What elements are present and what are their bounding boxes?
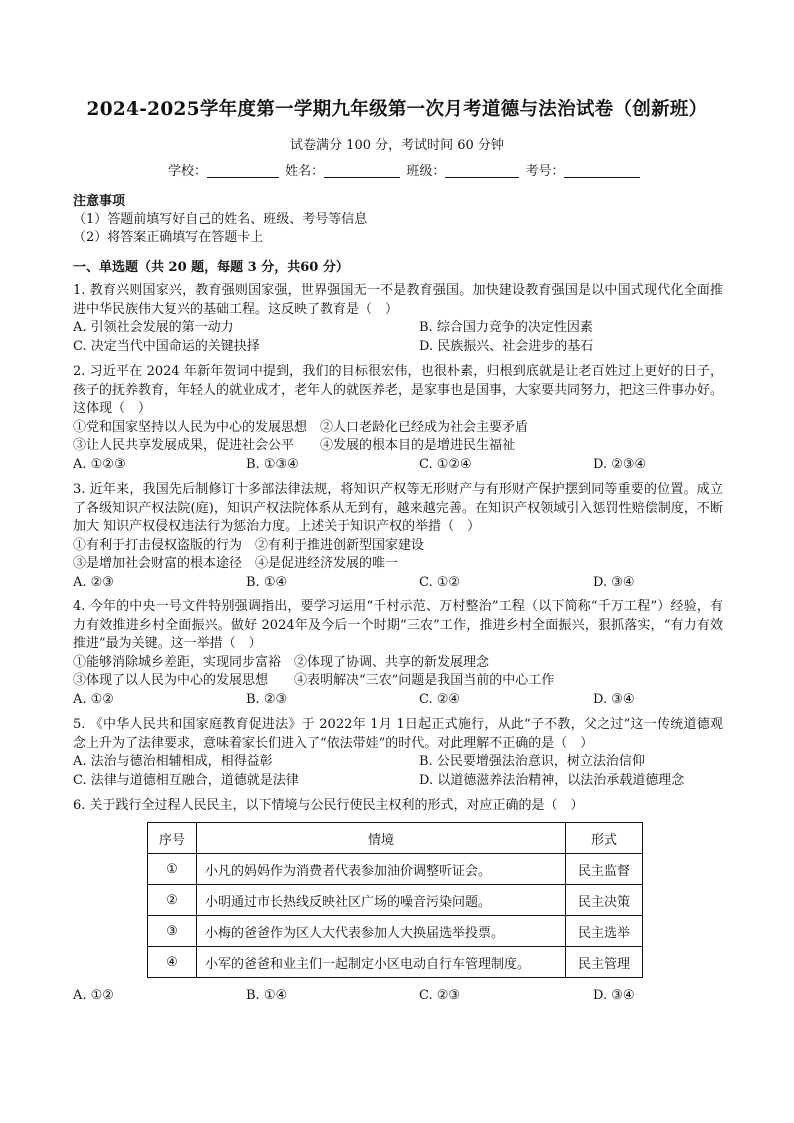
- option-c[interactable]: C. ①②: [419, 574, 461, 590]
- question-4: [73, 598, 723, 709]
- option-a[interactable]: A. 引领社会发展的第一动力: [73, 320, 234, 335]
- option-c[interactable]: C. ①②④: [419, 456, 472, 472]
- question-2: [73, 363, 723, 474]
- statement: ①能够消除城乡差距，实现同步富裕 ②体现了协调、共享的新发展理念: [73, 654, 490, 670]
- exam-number-blank[interactable]: [564, 163, 640, 178]
- table-cell: 小明通过市长热线反映社区广场的噪音污染问题。: [197, 885, 566, 916]
- question-stem: 2. 习近平在 2024 年新年贺词中提到，我们的目标很宏伟，也很朴素，归根到底就是让老百姓过上更好的日子，孩子的抚养教育，年轻人的就业成才，老年人的就医养老，是家事也是国事，大家要共同努力，把这三件事办好。这体现（ ）: [73, 364, 724, 416]
- option-b[interactable]: B. 综合国力竞争的决定性因素: [419, 320, 593, 335]
- question-1: [73, 282, 723, 356]
- question-stem: 3. 近年来，我国先后制修订十多部法律法规，将知识产权等无形财产与有形财产保护摆到同等重要的位置。成立了各级知识产权法院(庭)，知识产权法院体系从无到有，越来越完善。在知识产权领域引入惩罚性赔偿制度，不断加大 知识产权侵权违法行为惩治力度。上述关于知识产权的举措（ ）: [73, 482, 723, 534]
- class-blank[interactable]: [445, 163, 519, 178]
- option-c[interactable]: C. ②④: [419, 691, 461, 707]
- table-cell: 小凡的妈妈作为消费者代表参加油价调整听证会。: [197, 854, 566, 885]
- statement: ③是增加社会财富的根本途径 ④是促进经济发展的唯一: [73, 556, 399, 571]
- name-blank[interactable]: [324, 163, 400, 178]
- option-d[interactable]: D. ③④: [593, 574, 635, 590]
- note-item: （1）答题前填写好自己的姓名、班级、考号等信息: [73, 212, 368, 227]
- school-label: 学校：: [168, 164, 208, 179]
- option-a[interactable]: A. ①②: [73, 988, 114, 1003]
- table-cell: 民主选举: [566, 916, 643, 947]
- table-cell: 小梅的爸爸作为区人大代表参加人大换届选举投票。: [197, 916, 566, 947]
- statement: ①党和国家坚持以人民为中心的发展思想 ②人口老龄化已经成为社会主要矛盾: [73, 419, 529, 435]
- question-6-options: [73, 987, 723, 1006]
- option-d[interactable]: D. 民族振兴、社会进步的基石: [419, 338, 594, 354]
- student-info-fields: [168, 160, 642, 179]
- option-b[interactable]: B. ①③④: [246, 456, 299, 472]
- option-a[interactable]: A. ①②③: [73, 456, 126, 472]
- option-d[interactable]: D. ③④: [593, 691, 635, 707]
- table-cell: 民主管理: [566, 947, 643, 978]
- option-b[interactable]: B. ①④: [246, 574, 288, 590]
- question-stem: 4. 今年的中央一号文件特别强调指出，要学习运用“千村示范、万村整治”工程（以下简称“千万工程”）经验，有力有效推进乡村全面振兴。做好 2024年及今后一个时期“三农”工作，推进乡村全面振兴，狠抓落实，“有力有效推进”最为关键。这一举措（ ）: [73, 599, 723, 651]
- table-cell: 民主决策: [566, 885, 643, 916]
- question-stem: 5. 《中华人民共和国家庭教育促进法》于 2022年 1月 1日起正式施行，从此“子不教，父之过”这一传统道德观念上升为了法律要求，意味着家长们进入了“依法带娃”的时代。对此理解不正确的是（ ）: [73, 717, 723, 751]
- table-header: 序号: [148, 823, 197, 854]
- statement: ③体现了以人民为中心的发展思想 ④表明解决“三农”问题是我国当前的中心工作: [73, 673, 555, 688]
- table-row: [148, 916, 643, 947]
- name-label: 姓名：: [285, 164, 325, 179]
- section-heading: 一、单选题（共 20 题，每题 3 分，共60 分）: [73, 260, 349, 275]
- option-a[interactable]: A. 法治与德治相辅相成，相得益彰: [73, 754, 273, 769]
- option-c[interactable]: C. 法律与道德相互融合，道德就是法律: [73, 772, 299, 788]
- table-cell: 民主监督: [566, 854, 643, 885]
- option-d[interactable]: D. 以道德滋养法治精神，以法治承载道德理念: [419, 772, 685, 788]
- table-cell: ②: [148, 885, 197, 916]
- table-cell: 小军的爸爸和业主们一起制定小区电动自行车管理制度。: [197, 947, 566, 978]
- table-row: [148, 947, 643, 978]
- option-b[interactable]: B. ②③: [246, 691, 288, 707]
- statement: ①有利于打击侵权盗版的行为 ②有利于推进创新型国家建设: [73, 537, 425, 553]
- option-b[interactable]: B. 公民要增强法治意识，树立法治信仰: [419, 754, 645, 769]
- question-stem: 6. 关于践行全过程人民民主，以下情境与公民行使民主权利的形式，对应正确的是（ ）: [73, 798, 584, 813]
- option-d[interactable]: D. ③④: [593, 988, 635, 1003]
- statement: ③让人民共享发展成果，促进社会公平 ④发展的根本目的是增进民生福祉: [73, 438, 516, 453]
- table-header: 形式: [566, 823, 643, 854]
- note-item: （2）将答案正确填写在答题卡上: [73, 230, 264, 245]
- table-header-row: [148, 823, 643, 854]
- table-row: [148, 854, 643, 885]
- option-a[interactable]: A. ①②: [73, 691, 114, 707]
- question-6-table: [147, 822, 643, 978]
- school-blank[interactable]: [207, 163, 279, 178]
- question-5: [73, 716, 723, 790]
- table-header: 情境: [197, 823, 566, 854]
- table-cell: ③: [148, 916, 197, 947]
- class-label: 班级：: [406, 164, 446, 179]
- exam-title: 2024-2025学年度第一学期九年级第一次月考道德与法治试卷（创新班）: [86, 99, 708, 120]
- table-cell: ④: [148, 947, 197, 978]
- option-c[interactable]: C. 决定当代中国命运的关键抉择: [73, 338, 260, 354]
- exam-subtitle: 试卷满分 100 分，考试时间 60 分钟: [290, 138, 504, 153]
- question-6: [73, 797, 723, 816]
- table-cell: ①: [148, 854, 197, 885]
- option-c[interactable]: C. ②③: [419, 988, 461, 1003]
- question-stem: 1. 教育兴则国家兴，教育强则国家强，世界强国无一不是教育强国。加快建设教育强国是以中国式现代化全面推进中华民族伟大复兴的基础工程。这反映了教育是（ ）: [73, 283, 723, 317]
- question-3: [73, 481, 723, 592]
- notes-heading: 注意事项: [73, 194, 126, 209]
- table-row: [148, 885, 643, 916]
- option-a[interactable]: A. ②③: [73, 574, 114, 590]
- option-b[interactable]: B. ①④: [246, 988, 288, 1003]
- option-d[interactable]: D. ②③④: [593, 456, 647, 472]
- exam-number-label: 考号：: [525, 164, 565, 179]
